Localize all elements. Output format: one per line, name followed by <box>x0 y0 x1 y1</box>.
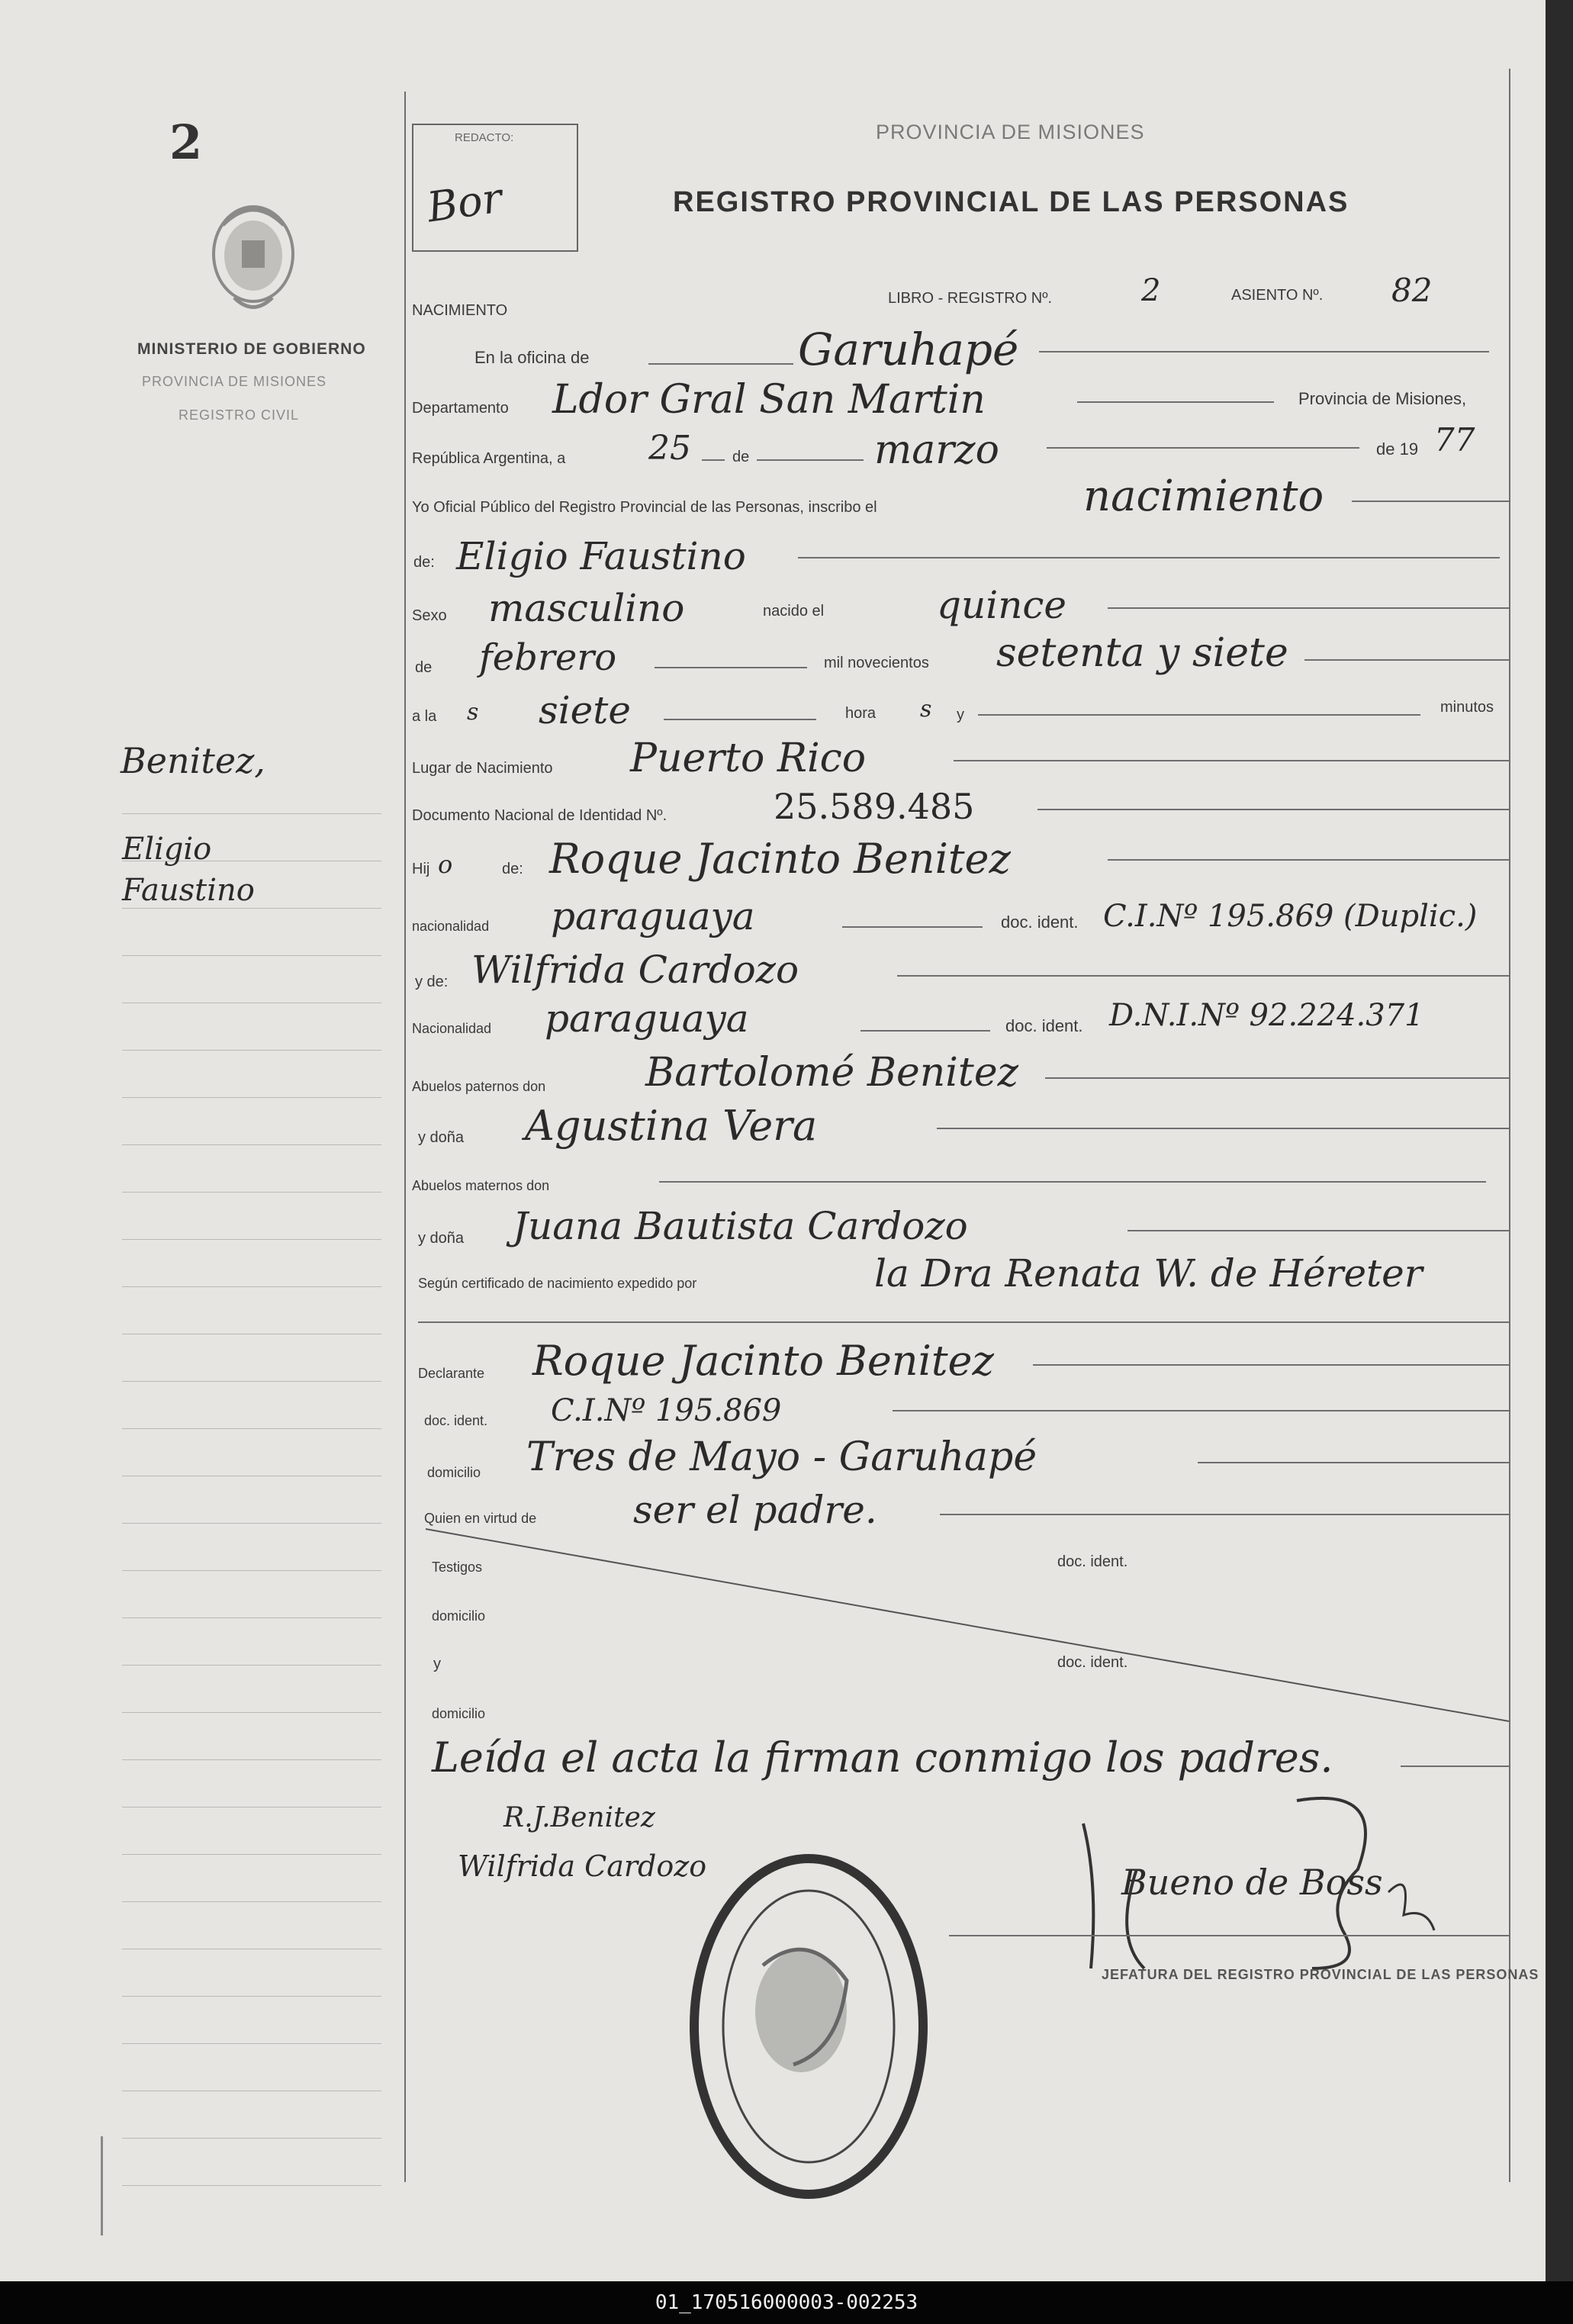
signature-mother: Wilfrida Cardozo <box>458 1849 707 1883</box>
nac-padre-value[interactable]: paraguaya <box>551 894 755 938</box>
sexo-value[interactable]: masculino <box>488 586 685 630</box>
sexo-label: Sexo <box>412 607 447 624</box>
de-mes-label: de <box>415 659 433 676</box>
margin-note-name1: Eligio <box>122 832 212 867</box>
signature-father: R.J.Benitez <box>503 1802 655 1833</box>
oficina-value[interactable]: Garuhapé <box>798 323 1019 375</box>
virtud-value[interactable]: ser el padre. <box>633 1488 877 1532</box>
nacido-label: nacido el <box>763 603 825 620</box>
mes-value[interactable]: marzo <box>874 427 999 473</box>
margin-note-surname: Benitez, <box>121 740 265 781</box>
certificado-value[interactable]: la Dra Renata W. de Héreter <box>874 1251 1423 1296</box>
coat-of-arms-icon <box>200 195 307 324</box>
redacto-label: REDACTO: <box>455 131 514 144</box>
minutos-label: minutos <box>1440 699 1494 716</box>
nac-padre-label: nacionalidad <box>412 919 490 934</box>
test-dom1-label: domicilio <box>432 1608 486 1624</box>
abuela-mat-value[interactable]: Juana Bautista Cardozo <box>513 1204 968 1248</box>
test-doc2-label: doc. ident. <box>1057 1654 1128 1671</box>
form-right-border <box>1509 69 1510 2182</box>
ministry-title: MINISTERIO DE GOBIERNO <box>137 340 366 358</box>
doc-madre-value[interactable]: D.N.I.Nº 92.224.371 <box>1109 998 1424 1033</box>
asiento-value: 82 <box>1391 272 1433 309</box>
doc-padre-value[interactable]: C.I.Nº 195.869 (Duplic.) <box>1103 899 1478 934</box>
testigos-strike-line <box>418 1526 1517 1724</box>
form-left-border <box>404 92 406 2182</box>
virtud-label: Quien en virtud de <box>424 1511 537 1526</box>
abuelos-mat-label: Abuelos maternos don <box>412 1178 550 1193</box>
hijo-hw: o <box>438 850 453 879</box>
abuelos-pat-label: Abuelos paternos don <box>412 1079 546 1094</box>
left-edge-mark <box>101 2136 103 2235</box>
padre-value[interactable]: Roque Jacinto Benitez <box>549 835 1011 883</box>
test-y-label: y <box>433 1656 441 1672</box>
republica-label: República Argentina, a <box>412 450 566 467</box>
ministry-province: PROVINCIA DE MISIONES <box>142 374 327 389</box>
nac-madre-label: Nacionalidad <box>412 1021 492 1036</box>
official-signature-scrawl <box>1068 1778 1465 1976</box>
y-label: y <box>957 707 964 723</box>
de-year-label: de 19 <box>1376 439 1419 459</box>
nacido-value[interactable]: quince <box>937 583 1066 627</box>
redacto-value: Bor <box>424 173 505 232</box>
hora-prefix-hw: s <box>467 699 479 726</box>
margin-note-name2: Faustino <box>122 873 255 908</box>
record-type-label: NACIMIENTO <box>412 302 508 319</box>
madre-value[interactable]: Wilfrida Cardozo <box>471 948 799 992</box>
hora-prefix-label: a la <box>412 708 437 725</box>
page-number: 2 <box>169 114 203 170</box>
inscribo-label: Yo Oficial Público del Registro Provincial de las Personas, inscribo el <box>412 499 877 516</box>
libro-value: 2 <box>1141 273 1161 308</box>
hijo-de-label: de: <box>502 861 523 877</box>
doc-padre-label: doc. ident. <box>1001 913 1079 932</box>
test-dom2-label: domicilio <box>432 1706 486 1721</box>
y-dona-mat-label: y doña <box>418 1230 465 1247</box>
anio-value[interactable]: setenta y siete <box>996 630 1288 676</box>
departamento-value[interactable]: Ldor Gral San Martin <box>552 377 986 423</box>
abuela-pat-value[interactable]: Agustina Vera <box>525 1102 818 1150</box>
doc-decl-value[interactable]: C.I.Nº 195.869 <box>551 1393 782 1428</box>
declarante-label: Declarante <box>418 1366 485 1381</box>
mes-nac-value[interactable]: febrero <box>479 636 617 679</box>
inscribo-value[interactable]: nacimiento <box>1083 472 1324 521</box>
image-footer-label: 01_170516000003-002253 <box>0 2281 1573 2324</box>
province-heading: PROVINCIA DE MISIONES <box>876 121 1145 143</box>
dni-value[interactable]: 25.589.485 <box>774 786 975 827</box>
abuelo-pat-value[interactable]: Bartolomé Benitez <box>645 1050 1018 1096</box>
ministry-registry: REGISTRO CIVIL <box>179 407 300 423</box>
y-dona-pat-label: y doña <box>418 1129 465 1146</box>
closing-text[interactable]: Leída el acta la firman conmigo los padres. <box>432 1733 1333 1782</box>
doc-madre-label: doc. ident. <box>1005 1016 1083 1035</box>
certificado-label: Según certificado de nacimiento expedido por <box>418 1276 697 1291</box>
provincia-label: Provincia de Misiones, <box>1298 389 1467 408</box>
hora-label: hora <box>845 705 877 722</box>
dni-label: Documento Nacional de Identidad Nº. <box>412 807 667 824</box>
hora-suffix-hw: s <box>920 696 932 723</box>
test-doc1-label: doc. ident. <box>1057 1553 1128 1570</box>
doc-decl-label: doc. ident. <box>424 1413 488 1428</box>
registry-title: REGISTRO PROVINCIAL DE LAS PERSONAS <box>673 186 1349 218</box>
registry-seal-icon <box>687 1851 931 2202</box>
redacto-box <box>412 124 578 252</box>
testigos-label: Testigos <box>432 1560 483 1575</box>
dia-value[interactable]: 25 <box>648 429 691 468</box>
name-value[interactable]: Eligio Faustino <box>456 534 746 578</box>
departamento-label: Departamento <box>412 400 509 417</box>
asiento-label: ASIENTO Nº. <box>1231 287 1324 304</box>
scanner-edge <box>1546 0 1573 2281</box>
year-value[interactable]: 77 <box>1434 421 1475 459</box>
nac-madre-value[interactable]: paraguaya <box>545 996 749 1041</box>
domicilio-value[interactable]: Tres de Mayo - Garuhapé <box>526 1434 1037 1480</box>
lugar-value[interactable]: Puerto Rico <box>630 736 867 781</box>
official-stamp: JEFATURA DEL REGISTRO PROVINCIAL DE LAS PERSONAS <box>1102 1967 1539 1982</box>
libro-label: LIBRO - REGISTRO Nº. <box>888 290 1053 307</box>
y-de-label: y de: <box>415 974 449 990</box>
signature-official: Bueno de Boss <box>1121 1862 1383 1903</box>
hijo-label: Hij <box>412 861 430 877</box>
declarante-value[interactable]: Roque Jacinto Benitez <box>532 1337 994 1385</box>
lugar-label: Lugar de Nacimiento <box>412 760 553 777</box>
oficina-label: En la oficina de <box>474 348 590 367</box>
mil-label: mil novecientos <box>824 655 929 671</box>
de-name-label: de: <box>413 554 435 571</box>
hora-value[interactable]: siete <box>539 688 631 732</box>
domicilio-label: domicilio <box>427 1465 481 1480</box>
de-label: de <box>732 449 750 465</box>
